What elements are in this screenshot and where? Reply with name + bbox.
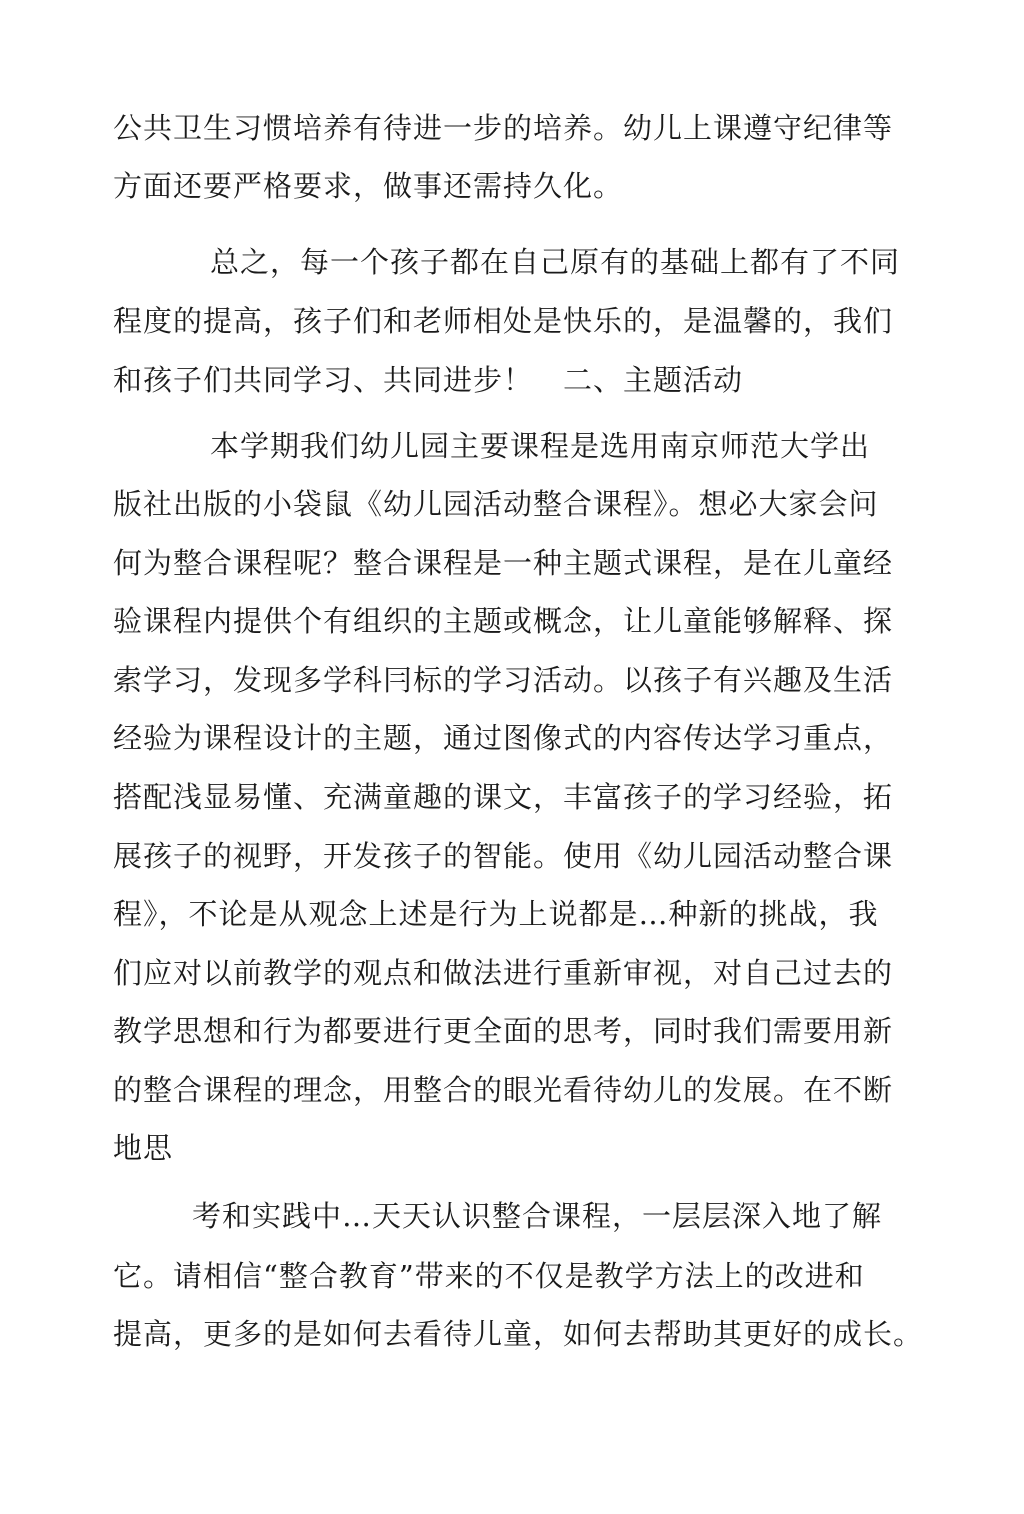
text-line: 教学思想和行为都要进行更全面的思考，同时我们需要用新	[113, 1014, 894, 1048]
text-line: 地思	[113, 1131, 174, 1165]
text-line: 索学习，发现多学科冃标的学习活动。以孩子有兴趣及生活	[113, 663, 894, 697]
text-line: 考和实践中…天天认识整合课程，一层层深入地了解	[192, 1199, 883, 1233]
text-line: 何为整合课程呢？整合课程是一种主题式课程，是在儿童经	[113, 546, 894, 580]
text-line: 们应对以前教学的观点和做法进行重新审视，对自己过去的	[113, 956, 894, 990]
text-line: 验课程内提供个有组织的主题或概念，让儿童能够解释、探	[113, 604, 894, 638]
text-line: 展孩子的视野，开发孩子的智能。使用《幼儿园活动整合课	[113, 839, 894, 873]
text-line: 和孩子们共同学习、共同进步！ 二、主题活动	[113, 363, 744, 397]
text-line: 总之，每一个孩子都在自己原有的基础上都有了不同	[210, 245, 901, 279]
text-line: 经验为课程设计的主题，通过图像式的内容传达学习重点，	[113, 721, 894, 755]
text-line: 它。请相信“整合教育”带来的不仅是教学方法上的改进和	[113, 1259, 865, 1293]
text-line: 本学期我们幼儿园主要课程是选用南京师范大学出	[210, 429, 871, 463]
text-line: 搭配浅显易懂、充满童趣的课文，丰富孩子的学习经验，拓	[113, 780, 894, 814]
text-line: 版社出版的小袋鼠《幼儿园活动整合课程》。想必大家会问	[113, 487, 879, 521]
text-line: 提高，更多的是如何去看待儿童，如何去帮助其更好的成长。	[113, 1317, 924, 1351]
text-line: 公共卫生习惯培养有待进一步的培养。幼儿上课遵守纪律等	[113, 111, 894, 145]
text-line: 方面还要严格要求，做事还需持久化。	[113, 169, 624, 203]
text-line: 的整合课程的理念，用整合的眼光看待幼儿的发展。在不断	[113, 1073, 894, 1107]
text-line: 程》，不论是从观念上述是行为上说都是…种新的挑战，我	[113, 897, 879, 931]
text-line: 程度的提高，孩子们和老师相处是快乐的，是温馨的，我们	[113, 304, 894, 338]
